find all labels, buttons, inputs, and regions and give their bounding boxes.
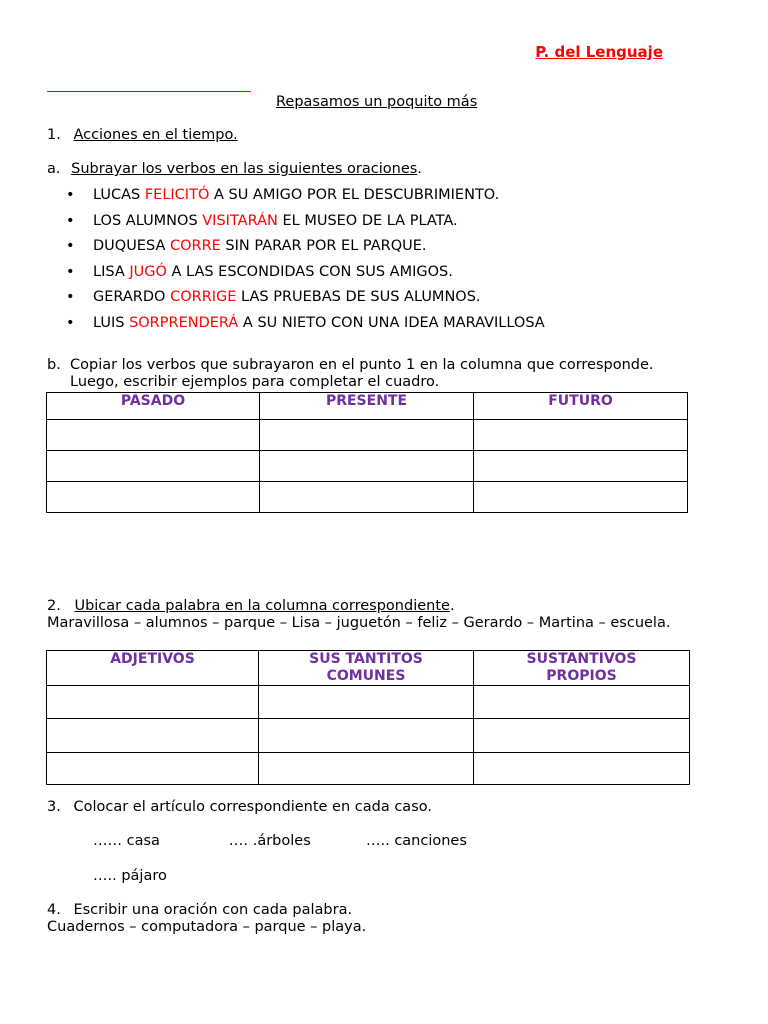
- article-item: …… casa: [93, 833, 160, 849]
- section-3-number: 3.: [47, 799, 61, 815]
- header-line-1: SUSTANTIVOS: [526, 651, 637, 667]
- section-1-number: 1.: [47, 127, 61, 143]
- section-2-heading: [47, 598, 455, 614]
- article-item: ….. canciones: [366, 833, 467, 849]
- sentence-after: A LAS ESCONDIDAS CON SUS AMIGOS.: [166, 263, 453, 280]
- header-adjetivos: [47, 651, 259, 686]
- sentence-before: LUCAS: [93, 187, 145, 203]
- sentence-before: LISA: [93, 263, 130, 280]
- bullet-icon: •: [66, 263, 75, 280]
- table-cell[interactable]: [47, 753, 259, 785]
- table-cell[interactable]: [474, 420, 688, 451]
- table-row: [47, 451, 688, 482]
- section-2-word-list: Maravillosa – alumnos – parque – Lisa – juguetón – feliz – Gerardo – Martina – escuela.: [47, 615, 671, 631]
- section-2-instruction-end: .: [449, 598, 455, 614]
- part-b-line-2: Luego, escribir ejemplos para completar el cuadro.: [70, 374, 440, 390]
- sentence-after: A SU NIETO CON UNA IDEA MARAVILLOSA: [238, 314, 545, 331]
- section-4-instruction: Escribir una oración con cada palabra.: [73, 902, 353, 918]
- table-row: [47, 719, 690, 753]
- table-cell[interactable]: [260, 420, 474, 451]
- article-item: .… .árboles: [229, 833, 311, 849]
- table-cell[interactable]: [259, 719, 474, 753]
- bullet-icon: •: [66, 187, 75, 203]
- table-cell[interactable]: [47, 719, 259, 753]
- sentence-before: GERARDO: [93, 289, 171, 306]
- table-cell[interactable]: [474, 482, 688, 513]
- table-row: [47, 686, 690, 719]
- sentence-verb: SORPRENDERÁ: [129, 314, 239, 331]
- sentence-after: LAS PRUEBAS DE SUS ALUMNOS.: [236, 289, 481, 306]
- list-item: [66, 287, 545, 313]
- list-item: [66, 236, 545, 262]
- section-2-instruction: Ubicar cada palabra en la columna correspondiente: [74, 598, 450, 614]
- table-row: [47, 420, 688, 451]
- part-b-line-1: Copiar los verbos que subrayaron en el punto 1 en la columna que corresponde.: [70, 357, 654, 373]
- table-row: [47, 482, 688, 513]
- part-a-heading: [47, 161, 422, 177]
- header-line-2: COMUNES: [326, 668, 406, 684]
- table-cell[interactable]: [259, 686, 474, 719]
- article-item: ….. pájaro: [93, 868, 167, 884]
- header-line-1: ADJETIVOS: [110, 651, 195, 667]
- table-cell[interactable]: [260, 451, 474, 482]
- sentence-after: SIN PARAR POR EL PARQUE.: [220, 238, 427, 255]
- sentence-verb: VISITARÁN: [202, 212, 278, 229]
- header-sustantivos-propios: [474, 651, 690, 686]
- table-cell[interactable]: [47, 686, 259, 719]
- section-3-heading: [47, 799, 432, 815]
- sentence-after: EL MUSEO DE LA PLATA.: [277, 212, 458, 229]
- table-cell[interactable]: [474, 719, 690, 753]
- bullet-icon: •: [66, 314, 75, 331]
- list-item: [66, 262, 545, 288]
- list-item: [66, 185, 545, 211]
- bullet-icon: •: [66, 289, 75, 306]
- part-a-instruction-end: .: [417, 161, 422, 177]
- worksheet-title: Repasamos un poquito más: [276, 94, 478, 110]
- sentence-verb: CORRE: [169, 238, 221, 255]
- part-b-letter: b.: [47, 357, 61, 373]
- bullet-icon: •: [66, 212, 75, 229]
- table-cell[interactable]: [474, 686, 690, 719]
- list-item: [66, 313, 545, 339]
- words-table: [46, 650, 690, 785]
- verbs-table: [46, 392, 688, 513]
- sentence-verb: CORRIGE: [170, 289, 237, 306]
- section-1-heading: [47, 127, 238, 143]
- bullet-icon: •: [66, 238, 75, 255]
- subject-heading: P. del Lenguaje: [535, 43, 663, 61]
- header-presente: PRESENTE: [260, 393, 474, 420]
- sentence-verb: FELICITÓ: [144, 187, 210, 203]
- part-a-letter: a.: [47, 161, 61, 177]
- table-cell[interactable]: [260, 482, 474, 513]
- section-4-heading: [47, 902, 352, 918]
- part-a-instruction: Subrayar los verbos en las siguientes oraciones: [71, 161, 418, 177]
- table-cell[interactable]: [47, 451, 260, 482]
- sentence-list: [66, 185, 545, 339]
- section-4-number: 4.: [47, 902, 61, 918]
- sentence-before: LOS ALUMNOS: [93, 212, 203, 229]
- table-cell[interactable]: [474, 451, 688, 482]
- list-item: [66, 211, 545, 237]
- sentence-before: LUIS: [93, 314, 130, 331]
- section-2-number: 2.: [47, 598, 61, 614]
- section-3-instruction: Colocar el artículo correspondiente en cada caso.: [73, 799, 432, 815]
- header-line-2: PROPIOS: [546, 668, 617, 684]
- name-blank-line: [47, 91, 251, 92]
- table-header-row: [47, 393, 688, 420]
- section-4-word-list: Cuadernos – computadora – parque – playa.: [47, 919, 367, 935]
- sentence-before: DUQUESA: [93, 238, 170, 255]
- table-cell[interactable]: [47, 482, 260, 513]
- header-futuro: FUTURO: [474, 393, 688, 420]
- table-header-row: [47, 651, 690, 686]
- header-pasado: PASADO: [47, 393, 260, 420]
- sentence-verb: JUGÓ: [129, 263, 167, 280]
- table-cell[interactable]: [259, 753, 474, 785]
- header-sustantivos-comunes: [259, 651, 474, 686]
- table-cell[interactable]: [474, 753, 690, 785]
- section-1-title: Acciones en el tiempo.: [73, 127, 238, 143]
- header-line-1: SUS TANTITOS: [309, 651, 423, 667]
- sentence-after: A SU AMIGO POR EL DESCUBRIMIENTO.: [209, 187, 500, 203]
- table-cell[interactable]: [47, 420, 260, 451]
- table-row: [47, 753, 690, 785]
